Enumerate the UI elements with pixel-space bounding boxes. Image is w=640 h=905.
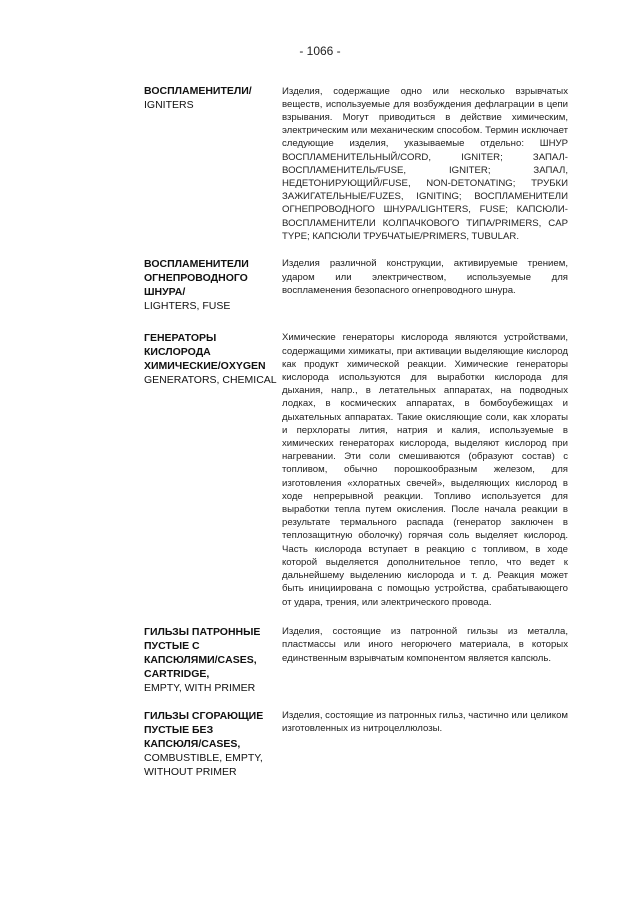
term-russian: ГИЛЬЗЫ СГОРАЮЩИЕ ПУСТЫЕ БЕЗ КАПСЮЛЯ/CASES, <box>144 709 264 750</box>
entry-definition: Изделия, состоящие из патронной гильзы из металла, пластмассы или иного негорючего материала, в которых единственным взрывчатым компонентом является капсюль. <box>282 626 568 664</box>
page-number: - 1066 - <box>299 44 341 58</box>
glossary-entry-cases-combustible <box>144 709 568 779</box>
entry-term <box>144 709 282 779</box>
glossary-entry-lighters-fuse <box>144 257 568 313</box>
term-english: IGNITERS <box>144 99 194 111</box>
entry-term <box>144 331 282 387</box>
term-russian: ГЕНЕРАТОРЫ КИСЛОРОДА ХИМИЧЕСКИЕ/OXYGEN <box>144 331 266 372</box>
glossary-entry-igniters <box>144 84 568 243</box>
glossary-entries <box>144 84 568 779</box>
term-russian: ВОСПЛАМЕНИТЕЛИ/ <box>144 85 252 97</box>
glossary-entry-oxygen-generators <box>144 331 568 609</box>
entry-definition: Химические генераторы кислорода являются устройствами, содержащими химикаты, при активации выделяющие кислород как продукт химической реакции. Химические генераторы кислорода используются для выработки кислорода для дыхания, напр., в летательных аппаратах, на подводных лодках, в космических аппаратах, в бомбоубежищах и дыхательных аппаратах. Такие окисляющие соли, как хлораты и перхлораты лития, натрия и калия, используемые в химических генераторах кислорода, выделяют кислород при нагревании. Эти соли смешиваются (образуют состав) с топливом, обычно порошкообразным железом, для изготовления «хлоратных свечей», выделяющих кислород в ходе непрерывной реакции. Топливо используется для выработки тепла путем окисления. После начала реакции в результате термального распада (генератор заключен в теплозащитную оболочку) горячая соль выделяет кислород. Часть кислорода вступает в реакцию с топливом, в ходе которой выделяется дополнительное тепло, что ведет к дальнейшему выделению кислорода и т. д. Реакция может быть инициирована с помощью устройства, срабатывающего от удара, трения, или электрического провода. <box>282 332 568 608</box>
entry-definition: Изделия, состоящие из патронных гильз, частично или целиком изготовленных из нитроцеллюлозы. <box>282 710 568 735</box>
term-russian: ВОСПЛАМЕНИТЕЛИ ОГНЕПРОВОДНОГО ШНУРА/ <box>144 257 249 298</box>
term-english: LIGHTERS, FUSE <box>144 299 231 312</box>
term-english: GENERATORS, CHEMICAL <box>144 373 277 386</box>
term-english: COMBUSTIBLE, EMPTY, WITHOUT PRIMER <box>144 751 263 778</box>
glossary-entry-cases-with-primer <box>144 625 568 695</box>
entry-term <box>144 84 282 112</box>
entry-definition: Изделия, содержащие одно или несколько взрывчатых веществ, используемые для возбуждения дефлаграции в цепи взрывания. Могут приводиться в действие химическим, электрическим или механическим способом. Термин исключает следующие изделия, указываемые отдельно: ШНУР ВОСПЛАМЕНИТЕЛЬНЫЙ/CORD, IGNITER; ЗАПАЛ-ВОСПЛАМЕНИТЕЛЬ/FUSE, IGNITER; ЗАПАЛ, НЕДЕТОНИРУЮЩИЙ/FUSE, NON-DETONATING; ТРУБКИ ЗАЖИГАТЕЛЬНЫЕ/FUZES, IGNITING; ВОСПЛАМЕНИТЕЛИ ОГНЕПРОВОДНОГО ШНУРА/LIGHTERS, FUSE; КАПСЮЛИ-ВОСПЛАМЕНИТЕЛИ КОЛПАЧКОВОГО ТИПА/PRIMERS, CAP TYPE; КАПСЮЛИ ТРУБЧАТЫЕ/PRIMERS, TUBULAR. <box>282 85 568 242</box>
term-russian: ГИЛЬЗЫ ПАТРОННЫЕ ПУСТЫЕ С КАПСЮЛЯМИ/CASES, CARTRIDGE, <box>144 625 261 680</box>
entry-definition: Изделия различной конструкции, активируемые трением, ударом или электричеством, используемые для воспламенения безопасного огнепроводного шнура. <box>282 258 568 296</box>
entry-term <box>144 257 282 313</box>
entry-term <box>144 625 282 695</box>
term-english: EMPTY, WITH PRIMER <box>144 681 256 694</box>
